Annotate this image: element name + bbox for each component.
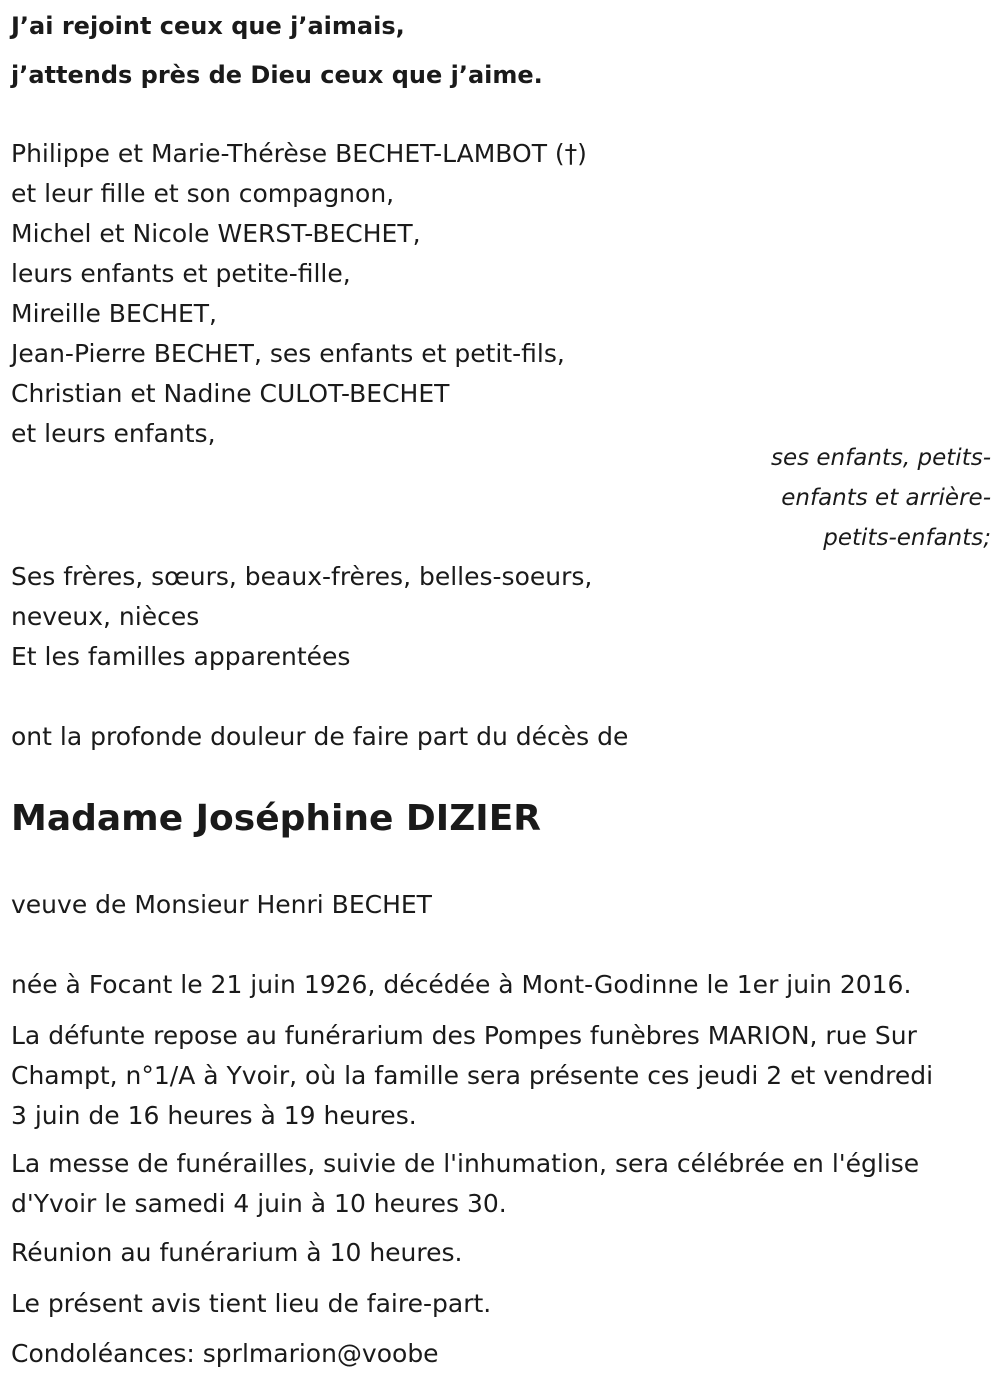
meeting-text: Réunion au funérarium à 10 heures. (11, 1238, 463, 1267)
announcement-text: ont la profonde douleur de faire part du décès de (11, 722, 629, 751)
relatives-line: neveux, nièces (11, 602, 200, 631)
epitaph-line-2: j’attends près de Dieu ceux que j’aime. (11, 61, 543, 89)
family-line: Christian et Nadine CULOT-BECHET (11, 379, 450, 408)
deceased-name: Madame Joséphine DIZIER (11, 798, 542, 839)
descendants-line: enfants et arrière- (781, 485, 991, 511)
repose-line: La défunte repose au funérarium des Pompes funèbres MARION, rue Sur (11, 1021, 917, 1050)
relatives-line: Ses frères, sœurs, beaux-frères, belles-soeurs, (11, 562, 593, 591)
birth-death-dates: née à Focant le 21 juin 1926, décédée à Mont-Godinne le 1er juin 2016. (11, 970, 912, 999)
relatives-line: Et les familles apparentées (11, 642, 351, 671)
condolences-text: Condoléances: sprlmarion@voobe (11, 1339, 439, 1368)
family-line: leurs enfants et petite-fille, (11, 259, 351, 288)
descendants-line: petits-enfants; (823, 525, 991, 551)
family-line: Jean-Pierre BECHET, ses enfants et petit-fils, (11, 339, 565, 368)
repose-line: Champt, n°1/A à Yvoir, où la famille sera présente ces jeudi 2 et vendredi (11, 1061, 934, 1090)
mass-line: La messe de funérailles, suivie de l'inhumation, sera célébrée en l'église (11, 1149, 920, 1178)
repose-line: 3 juin de 16 heures à 19 heures. (11, 1101, 417, 1130)
family-line: et leurs enfants, (11, 419, 216, 448)
family-line: Michel et Nicole WERST-BECHET, (11, 219, 421, 248)
epitaph-line-1: J’ai rejoint ceux que j’aimais, (11, 12, 405, 40)
notice-text: Le présent avis tient lieu de faire-part. (11, 1289, 492, 1318)
family-line: Philippe et Marie-Thérèse BECHET-LAMBOT (†) (11, 139, 587, 168)
descendants-line: ses enfants, petits- (770, 445, 991, 471)
widow-of-text: veuve de Monsieur Henri BECHET (11, 890, 432, 919)
obituary-notice (11, 0, 991, 1389)
family-line: Mireille BECHET, (11, 299, 218, 328)
mass-line: d'Yvoir le samedi 4 juin à 10 heures 30. (11, 1189, 507, 1218)
family-line: et leur fille et son compagnon, (11, 179, 395, 208)
